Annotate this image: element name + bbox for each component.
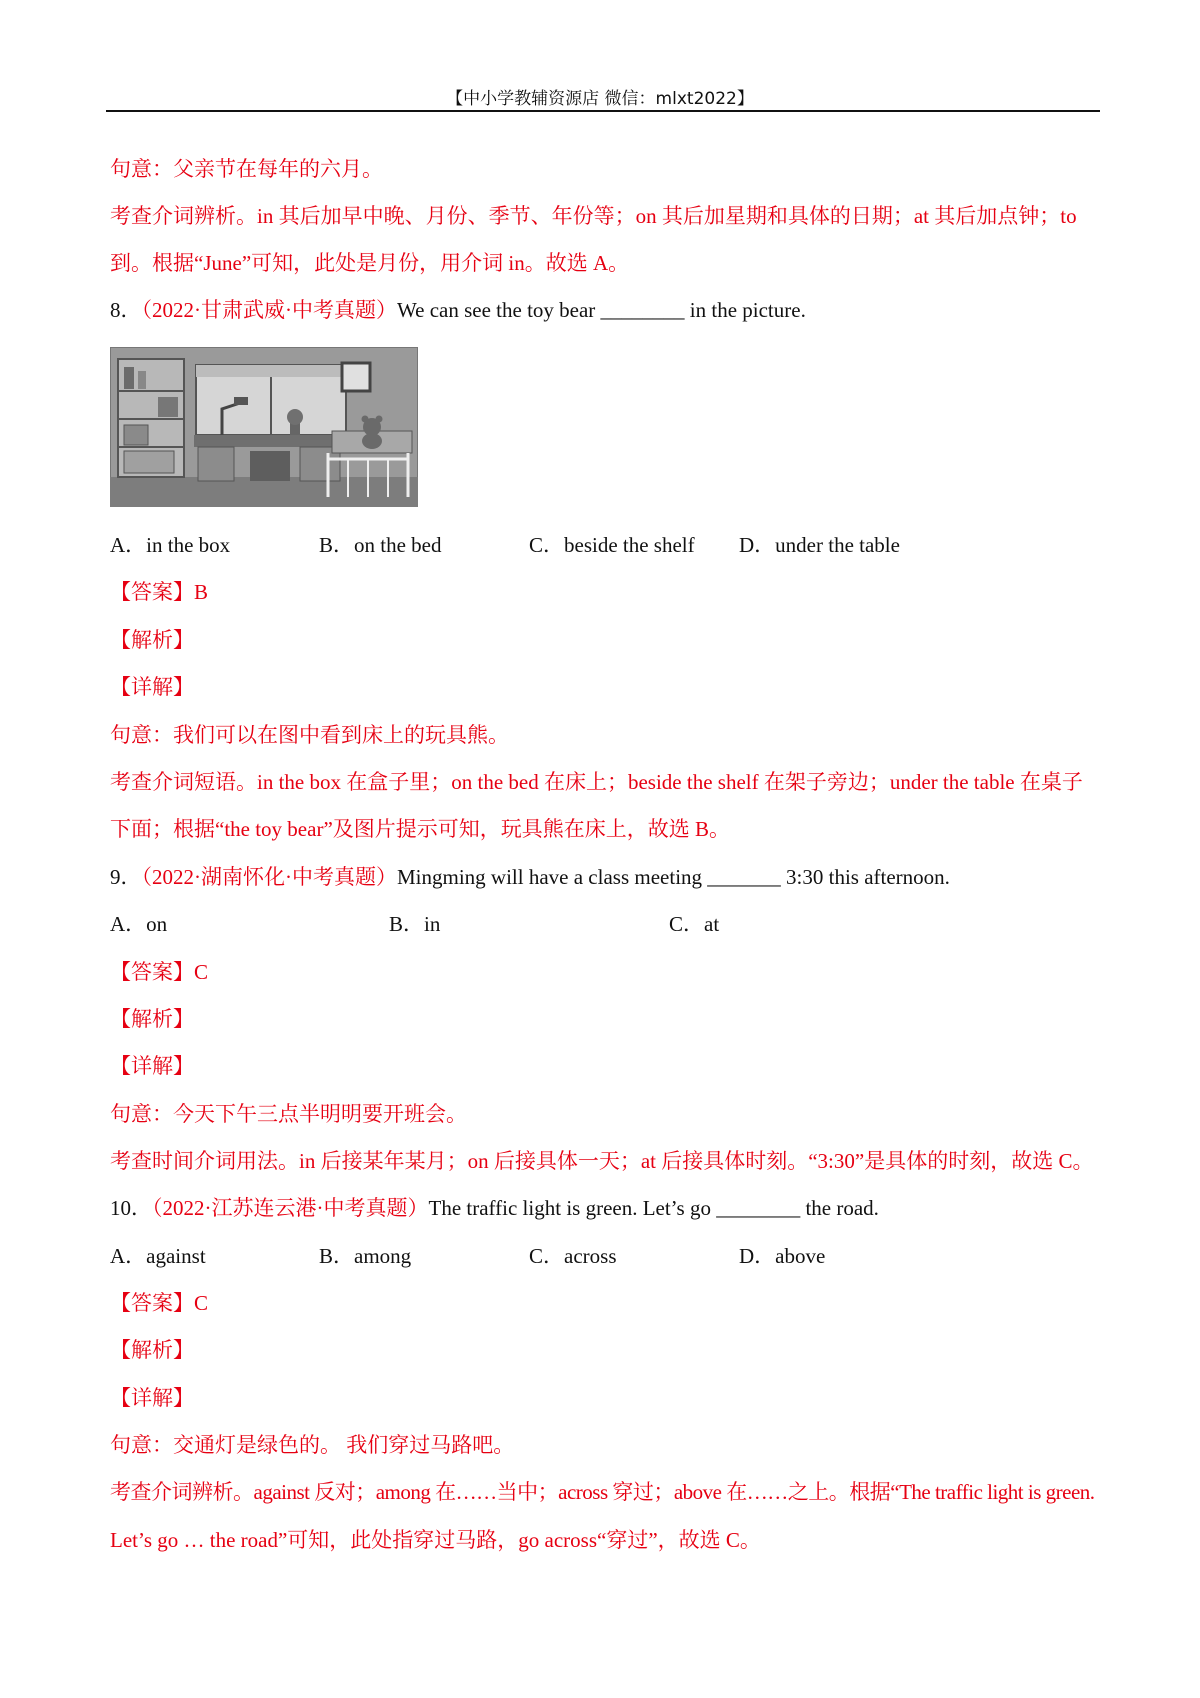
q9-source: （2022·湖南怀化·中考真题）: [141, 865, 397, 889]
desk-icon: [194, 435, 344, 481]
q8-analysis-line-2: 下面；根据“the toy bear”及图片提示可知，玩具熊在床上，故选 B。: [110, 817, 731, 841]
q9-analysis-line-1: 考查时间介词用法。in 后接某年某月；on 后接具体一天；at 后接具体时刻。“3:30”是具体的时刻，故选 C。: [110, 1149, 1094, 1173]
q9-xiangjie: 【详解】: [110, 1054, 194, 1078]
q8-number: 8．: [110, 298, 142, 322]
q8-question: [110, 296, 806, 324]
q10-question: [110, 1194, 879, 1222]
header-rule: [106, 110, 1100, 112]
q7-meaning: 句意：父亲节在每年的六月。: [110, 157, 383, 181]
q10-option-b: B．among: [319, 1244, 412, 1268]
shelf-icon: [118, 359, 184, 477]
q10-number: 10．: [110, 1196, 152, 1220]
q9-option-b: B．in: [389, 912, 441, 936]
q9-number: 9．: [110, 865, 142, 889]
q10-option-a: A．against: [110, 1244, 206, 1268]
q8-jiexi: 【解析】: [110, 628, 194, 652]
q9-question: [110, 863, 950, 891]
q10-analysis-line-1: 考查介词辨析。against 反对；among 在……当中；across 穿过；above 在……之上。根据“The traffic light is green.: [110, 1480, 1095, 1504]
q8-source: （2022·甘肃武威·中考真题）: [141, 298, 397, 322]
q10-source: （2022·江苏连云港·中考真题）: [152, 1196, 429, 1220]
q10-meaning: 句意：交通灯是绿色的。 我们穿过马路吧。: [110, 1433, 515, 1457]
q9-option-c: C．at: [669, 912, 720, 936]
q10-option-d: D．above: [739, 1244, 826, 1268]
q8-option-d: D．under the table: [739, 533, 900, 557]
q7-analysis-line-2: 到。根据“June”可知，此处是月份，用介词 in。故选 A。: [110, 251, 630, 275]
q10-option-c: C．across: [529, 1244, 617, 1268]
q10-answer: 【答案】C: [110, 1291, 209, 1315]
q8-option-c: C．beside the shelf: [529, 533, 695, 557]
q8-stem: We can see the toy bear ________ in the picture.: [397, 298, 806, 322]
q9-option-a: A．on: [110, 912, 168, 936]
q9-jiexi: 【解析】: [110, 1007, 194, 1031]
q9-meaning: 句意：今天下午三点半明明要开班会。: [110, 1102, 467, 1126]
q8-bedroom-picture: [110, 347, 418, 507]
q9-stem: Mingming will have a class meeting _______ 3:30 this afternoon.: [397, 865, 950, 889]
page-header: 【中小学教辅资源店 微信：mlxt2022】: [446, 89, 754, 109]
q8-analysis-line-1: 考查介词短语。in the box 在盒子里；on the bed 在床上；beside the shelf 在架子旁边；under the table 在桌子: [110, 770, 1083, 794]
q10-xiangjie: 【详解】: [110, 1386, 194, 1410]
q10-stem: The traffic light is green. Let’s go ________ the road.: [428, 1196, 879, 1220]
q10-analysis-line-2: Let’s go … the road”可知，此处指穿过马路，go across“穿过”，故选 C。: [110, 1528, 761, 1552]
q8-option-a: A．in the box: [110, 533, 231, 557]
q10-jiexi: 【解析】: [110, 1338, 194, 1362]
q9-answer: 【答案】C: [110, 960, 209, 984]
q8-option-b: B．on the bed: [319, 533, 442, 557]
q8-answer: 【答案】B: [110, 580, 209, 604]
window-icon: [196, 365, 346, 435]
q7-analysis-line-1: 考查介词辨析。in 其后加早中晚、月份、季节、年份等；on 其后加星期和具体的日期；at 其后加点钟；to: [110, 204, 1077, 228]
q8-xiangjie: 【详解】: [110, 675, 194, 699]
q8-meaning: 句意：我们可以在图中看到床上的玩具熊。: [110, 723, 509, 747]
